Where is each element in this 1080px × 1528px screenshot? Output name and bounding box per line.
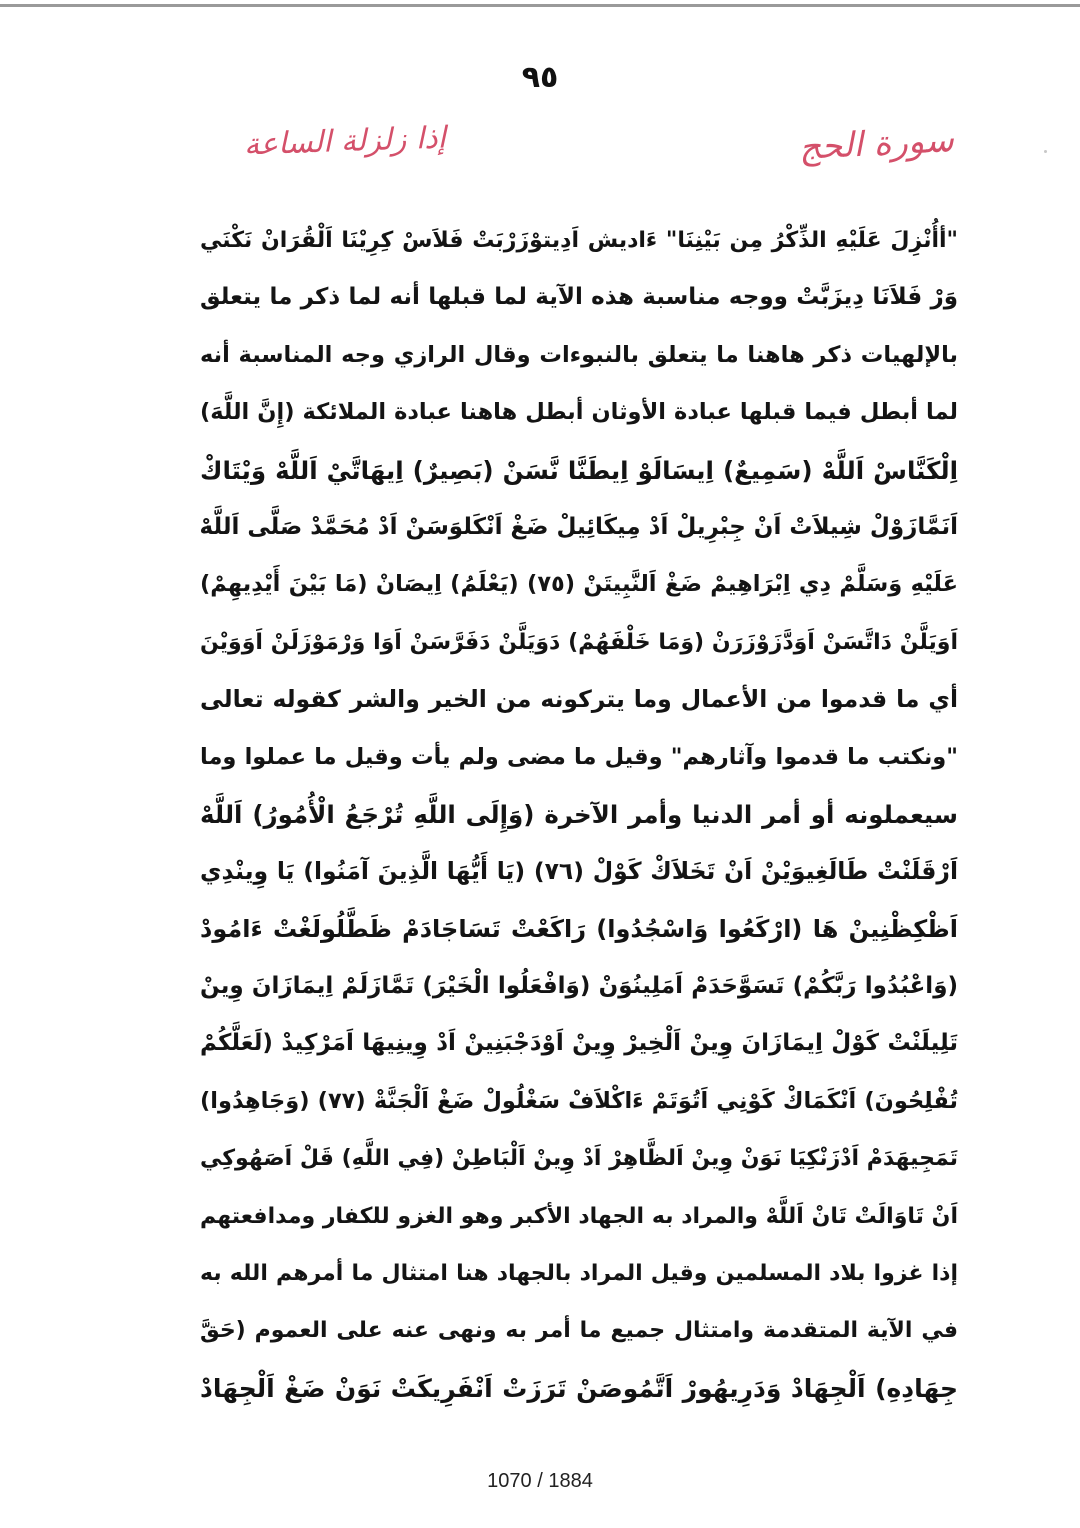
page-counter: 1070 / 1884 <box>487 1470 593 1492</box>
text-line: تَمَجِيهَدَمْ اَدْزَنْكِيَا نَوَنْ وِينْ اَلظَّاهِرْ اَدْ وِينْ اَلْبَاطِنْ (فِي اللَّهِ) قَلْ اَصَهُوكِي <box>200 1146 958 1172</box>
text-line: (وَاعْبُدُوا رَبَّكُمْ) تَسَوَّحَدَمْ اَمَلِينُوَنْ (وَافْعَلُوا الْخَيْرَ) تَمَّازَلَمْ اِيمَازَانَ وِينْ <box>200 973 958 1000</box>
text-line: سيعملونه أو أمر الدنيا وأمر الآخرة (وَإِلَى اللَّهِ تُرْجَعُ الْأُمُورُ) اَللَّهْ <box>200 799 958 829</box>
tafsir-body-text <box>200 212 958 1417</box>
text-line: في الآية المتقدمة وامتثال جميع ما أمر به ونهى عنه على العموم (حَقَّ <box>200 1318 958 1344</box>
text-line: "ونكتب ما قدموا وآثارهم" وقيل ما مضى ولم يأت وقيل ما عملوا وما <box>200 743 958 770</box>
text-line: عَلَيْهِ وَسَلَّمْ دِي اِبْرَاهِيمْ ضَغْ اَلنَّبِيتَنْ (٧٥) (يَعْلَمُ) اِيصَانْ (مَا بَيْنَ أَيْدِيهِمْ) <box>200 571 958 598</box>
text-line: إذا غزوا بلاد المسلمين وقيل المراد بالجهاد هنا امتثال ما أمرهم الله به <box>200 1261 958 1287</box>
handwritten-surah-note: سورة الحج <box>798 119 955 169</box>
text-line: اَنَمَّازَوْلْ شِيلاَتْ اَنْ جِبْرِيلْ اَدْ مِيكَائِيلْ ضَغْ اَنْكَلوَسَنْ اَدْ مُحَمَّدْ صَلَّى اَللَّهْ <box>200 513 958 540</box>
page-number: ٩٥ <box>521 60 559 95</box>
text-line: "أأُنْزِلَ عَلَيْهِ الذِّكْرُ مِن بَيْنِنَا" ءَاديش اَدِيتوْزَرْبَتْ فَلاَسْ كِرِيْنَا اَلْقُرَانْ نَكْنَي <box>200 228 958 253</box>
text-line: وَرْ فَلاَنَا دِيزَبَّتْ ووجه مناسبة هذه الآية لما قبلها أنه لما ذكر ما يتعلق <box>200 284 958 311</box>
text-line: اَرْقَلَنْتْ طَالَغِيوَيْنْ اَنْ تَخَلاَكْ كَوْلْ (٧٦) (يَا أَيُّهَا الَّذِينَ آمَنُوا) يَا وِينْدِي <box>200 857 958 886</box>
text-line: جِهَادِهِ) اَلْجِهَادْ وَدَرِيهُورْ اَتَّمُوصَنْ تَرَزَتْ اَنْفَرِيكَتْ نَوَنْ ضَغْ اَلْجِهَادْ <box>200 1373 958 1403</box>
text-line: اَظْكِظْنِينْ هَا (ارْكَعُوا وَاسْجُدُوا) رَاكَعْتْ تَسَاجَادَمْ ظَطَّلُولَغْتْ ءَامُودْ <box>200 914 958 943</box>
text-line: تَلِيلَنْتْ كَوْلْ اِيمَازَانَ وِينْ اَلْخِيرْ وِينْ اَوْدَجْبَنِينْ اَدْ وِينِيهَا اَمَرْكِيدْ (لَعَلَّكُمْ <box>200 1030 958 1057</box>
handwritten-section-note: إذا زلزلة الساعة <box>243 120 447 163</box>
text-line: اِلْكَنَّاسْ اَللَّهْ (سَمِيعٌ) اِيسَالَوْ اِيطَنَّا نَّسَنْ (بَصِيرٌ) اِيهَاتَّيْ اَللَّهْ وَيْتَاكْ <box>200 455 958 485</box>
text-line: بالإلهيات ذكر هاهنا ما يتعلق بالنبوءات وقال الرازي وجه المناسبة أنه <box>200 341 958 368</box>
scan-speck <box>1044 150 1047 153</box>
text-line: تُفْلِحُونَ) اَنْكَمَاكْ كَوْنِي اَتُوَتَمْ ءَاكْلاَفْ سَغْلُولْ ضَغْ اَلْجَنَّةْ (٧٧) (وَجَاهِدُوا) <box>200 1087 958 1114</box>
text-line: لما أبطل فيما قبلها عبادة الأوثان أبطل هاهنا عبادة الملائكة (إِنَّ اللَّهَ) <box>200 399 958 426</box>
text-line: اَنْ تَاوَالَتْ تَانْ اَللَّهْ والمراد به الجهاد الأكبر وهو الغزو للكفار ومدافعتهم <box>200 1203 958 1229</box>
text-line: أي ما قدموا من الأعمال وما يتركونه من الخير والشر كقوله تعالى <box>200 685 958 714</box>
text-line: اَوَيَلَّنْ دَاتَّسَنْ اَوَدَّزَوْزَرَنْ (وَمَا خَلْفَهُمْ) دَوَيَلَّنْ دَفَرَّسَنْ اَوَا وَرْمَوْزَلَنْ اَوَوَيْنَ <box>200 629 958 655</box>
scan-top-rule <box>0 4 1080 7</box>
